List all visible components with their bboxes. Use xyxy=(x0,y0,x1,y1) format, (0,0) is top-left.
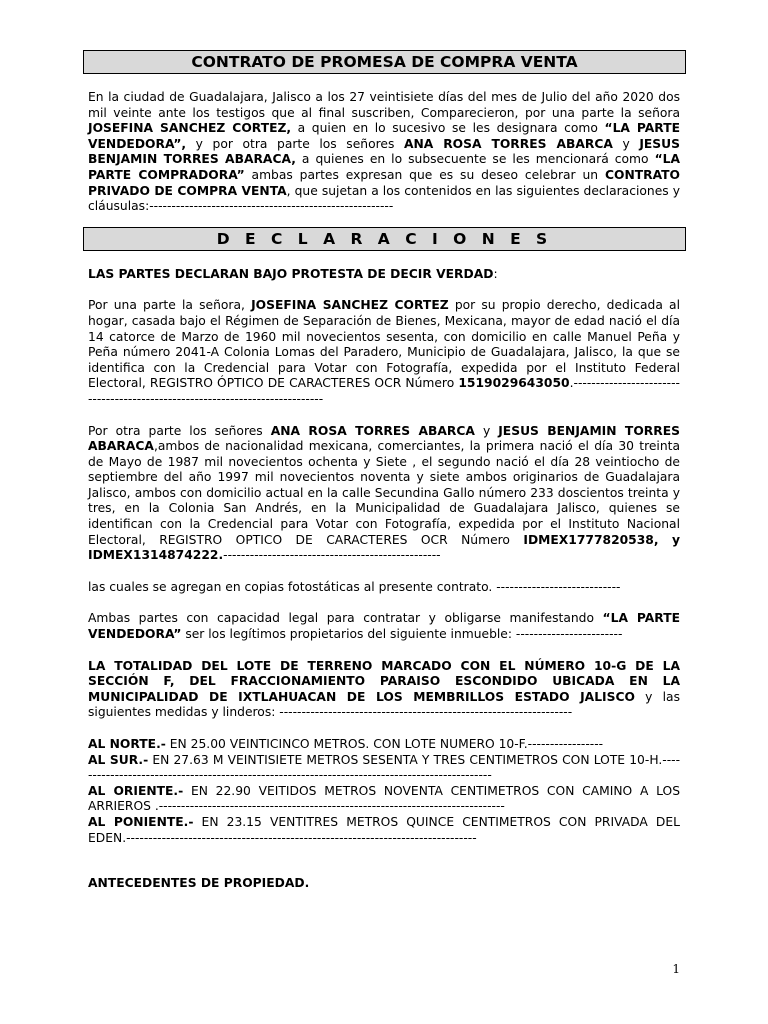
lindero-poniente: AL PONIENTE.- EN 23.15 VENTITRES METROS QUINCE CENTIMETROS CON PRIVADA DEL EDEN.------------------------------------------------------------------------------- xyxy=(88,814,680,845)
buyer-ocr-number-1: IDMEX1777820538, xyxy=(523,532,659,547)
lindero-norte: AL NORTE.- EN 25.00 VEINTICINCO METROS. CON LOTE NUMERO 10-F.----------------- xyxy=(88,737,604,751)
seller-ocr-number: 1519029643050 xyxy=(458,376,570,391)
protesta-line: LAS PARTES DECLARAN BAJO PROTESTA DE DECIR VERDAD: xyxy=(88,266,498,281)
page-number: 1 xyxy=(672,962,680,976)
buyer-name-2: JESUS BENJAMIN TORRES ABARACA, xyxy=(88,136,680,167)
buyer-name-1: ANA ROSA TORRES ABARCA xyxy=(403,136,613,151)
intro-paragraph: En la ciudad de Guadalajara, Jalisco a los 27 veintisiete días del mes de Julio del año 2020 dos mil veinte ante los testigos que al final suscriben, Comparecieron, por una parte la señora JOSEFINA SANCHEZ CORTEZ, a quien en lo sucesivo se les designara como “LA PARTE VENDEDORA”, y por otra parte los señores ANA ROSA TORRES ABARCA y JESUS BENJAMIN TORRES ABARACA, a quienes en lo subsecuente se les mencionará como “LA PARTE COMPRADORA” ambas partes expresan que es su deseo celebrar un CONTRATO PRIVADO DE COMPRA VENTA, que sujetan a los contenidos en las siguientes declaraciones y cláusulas:------------------------------------------------------- xyxy=(88,90,681,214)
linderos-list xyxy=(88,737,680,846)
buyer-ocr-number-2: y IDMEX1314874222. xyxy=(88,532,680,563)
buyers-declaration: Por otra parte los señores ANA ROSA TORRES ABARCA y JESUS BENJAMIN TORRES ABARACA,ambos de nacionalidad mexicana, comerciantes, la primera nació el día 30 treinta de Mayo de 1987 mil novecientos ochenta y Siete , el segundo nació el día 28 veintiocho de septiembre del año 1997 mil novecientos noventa y siete ambos originarios de Guadalajara Jalisco, ambos con domicilio actual en la calle Secundina Gallo número 233 doscientos treinta y tres, en la Colonia San Andrés, en la Municipalidad de Guadalajara Jalisco, quienes se identifican con la Credencial para Votar con Fotografía, expedida por el Instituto Nacional Electoral, REGISTRO OPTICO DE CARACTERES OCR Número IDMEX1777820538, y IDMEX1314874222.------------------------------------------------- xyxy=(88,423,680,563)
seller-name: JOSEFINA SANCHEZ CORTEZ, xyxy=(88,121,292,136)
copias-paragraph: las cuales se agregan en copias fotostáticas al presente contrato. ---------------------------- xyxy=(88,579,621,594)
document-page xyxy=(88,50,680,892)
contract-title: CONTRATO DE PROMESA DE COMPRA VENTA xyxy=(83,50,686,74)
seller-declaration: Por una parte la señora, JOSEFINA SANCHEZ CORTEZ por su propio derecho, dedicada al hogar, casada bajo el Régimen de Separación de Bienes, Mexicana, mayor de edad nació el día 14 catorce de Marzo de 1960 mil novecientos sesenta, con domicilio en calle Manuel Peña y Peña número 2041-A Colonia Lomas del Paradero, Municipio de Guadalajara, Jalisco, la que se identifica con la Credencial para Votar con Fotografía, expedida por el Instituto Federal Electoral, REGISTRO ÓPTICO DE CARACTERES OCR Número 1519029643050.----------------------------------------------------------------------------- xyxy=(88,298,681,406)
ambas-partes-paragraph: Ambas partes con capacidad legal para contratar y obligarse manifestando “LA PARTE VENDEDORA” ser los legítimos propietarios del siguiente inmueble: ------------------------ xyxy=(88,611,680,642)
declaraciones-heading: D E C L A R A C I O N E S xyxy=(83,227,686,251)
lote-description: LA TOTALIDAD DEL LOTE DE TERRENO MARCADO CON EL NÚMERO 10-G DE LA SECCIÓN F, DEL FRACCIONAMIENTO PARAISO ESCONDIDO UBICADA EN LA MUNICIPALIDAD DE IXTLAHUACAN DE LOS MEMBRILLOS ESTADO JALISCO y las siguientes medidas y linderos: ------------------------------------------------------------------ xyxy=(88,658,680,720)
antecedentes-heading: ANTECEDENTES DE PROPIEDAD. xyxy=(88,876,310,891)
lindero-oriente: AL ORIENTE.- EN 22.90 VEITIDOS METROS NOVENTA CENTIMETROS CON CAMINO A LOS ARRIEROS .------------------------------------------------------------------------------ xyxy=(88,783,681,814)
lindero-sur: AL SUR.- EN 27.63 M VEINTISIETE METROS SESENTA Y TRES CENTIMETROS CON LOTE 10-H.----------------------------------------------------------------------------------------------- xyxy=(88,752,681,783)
